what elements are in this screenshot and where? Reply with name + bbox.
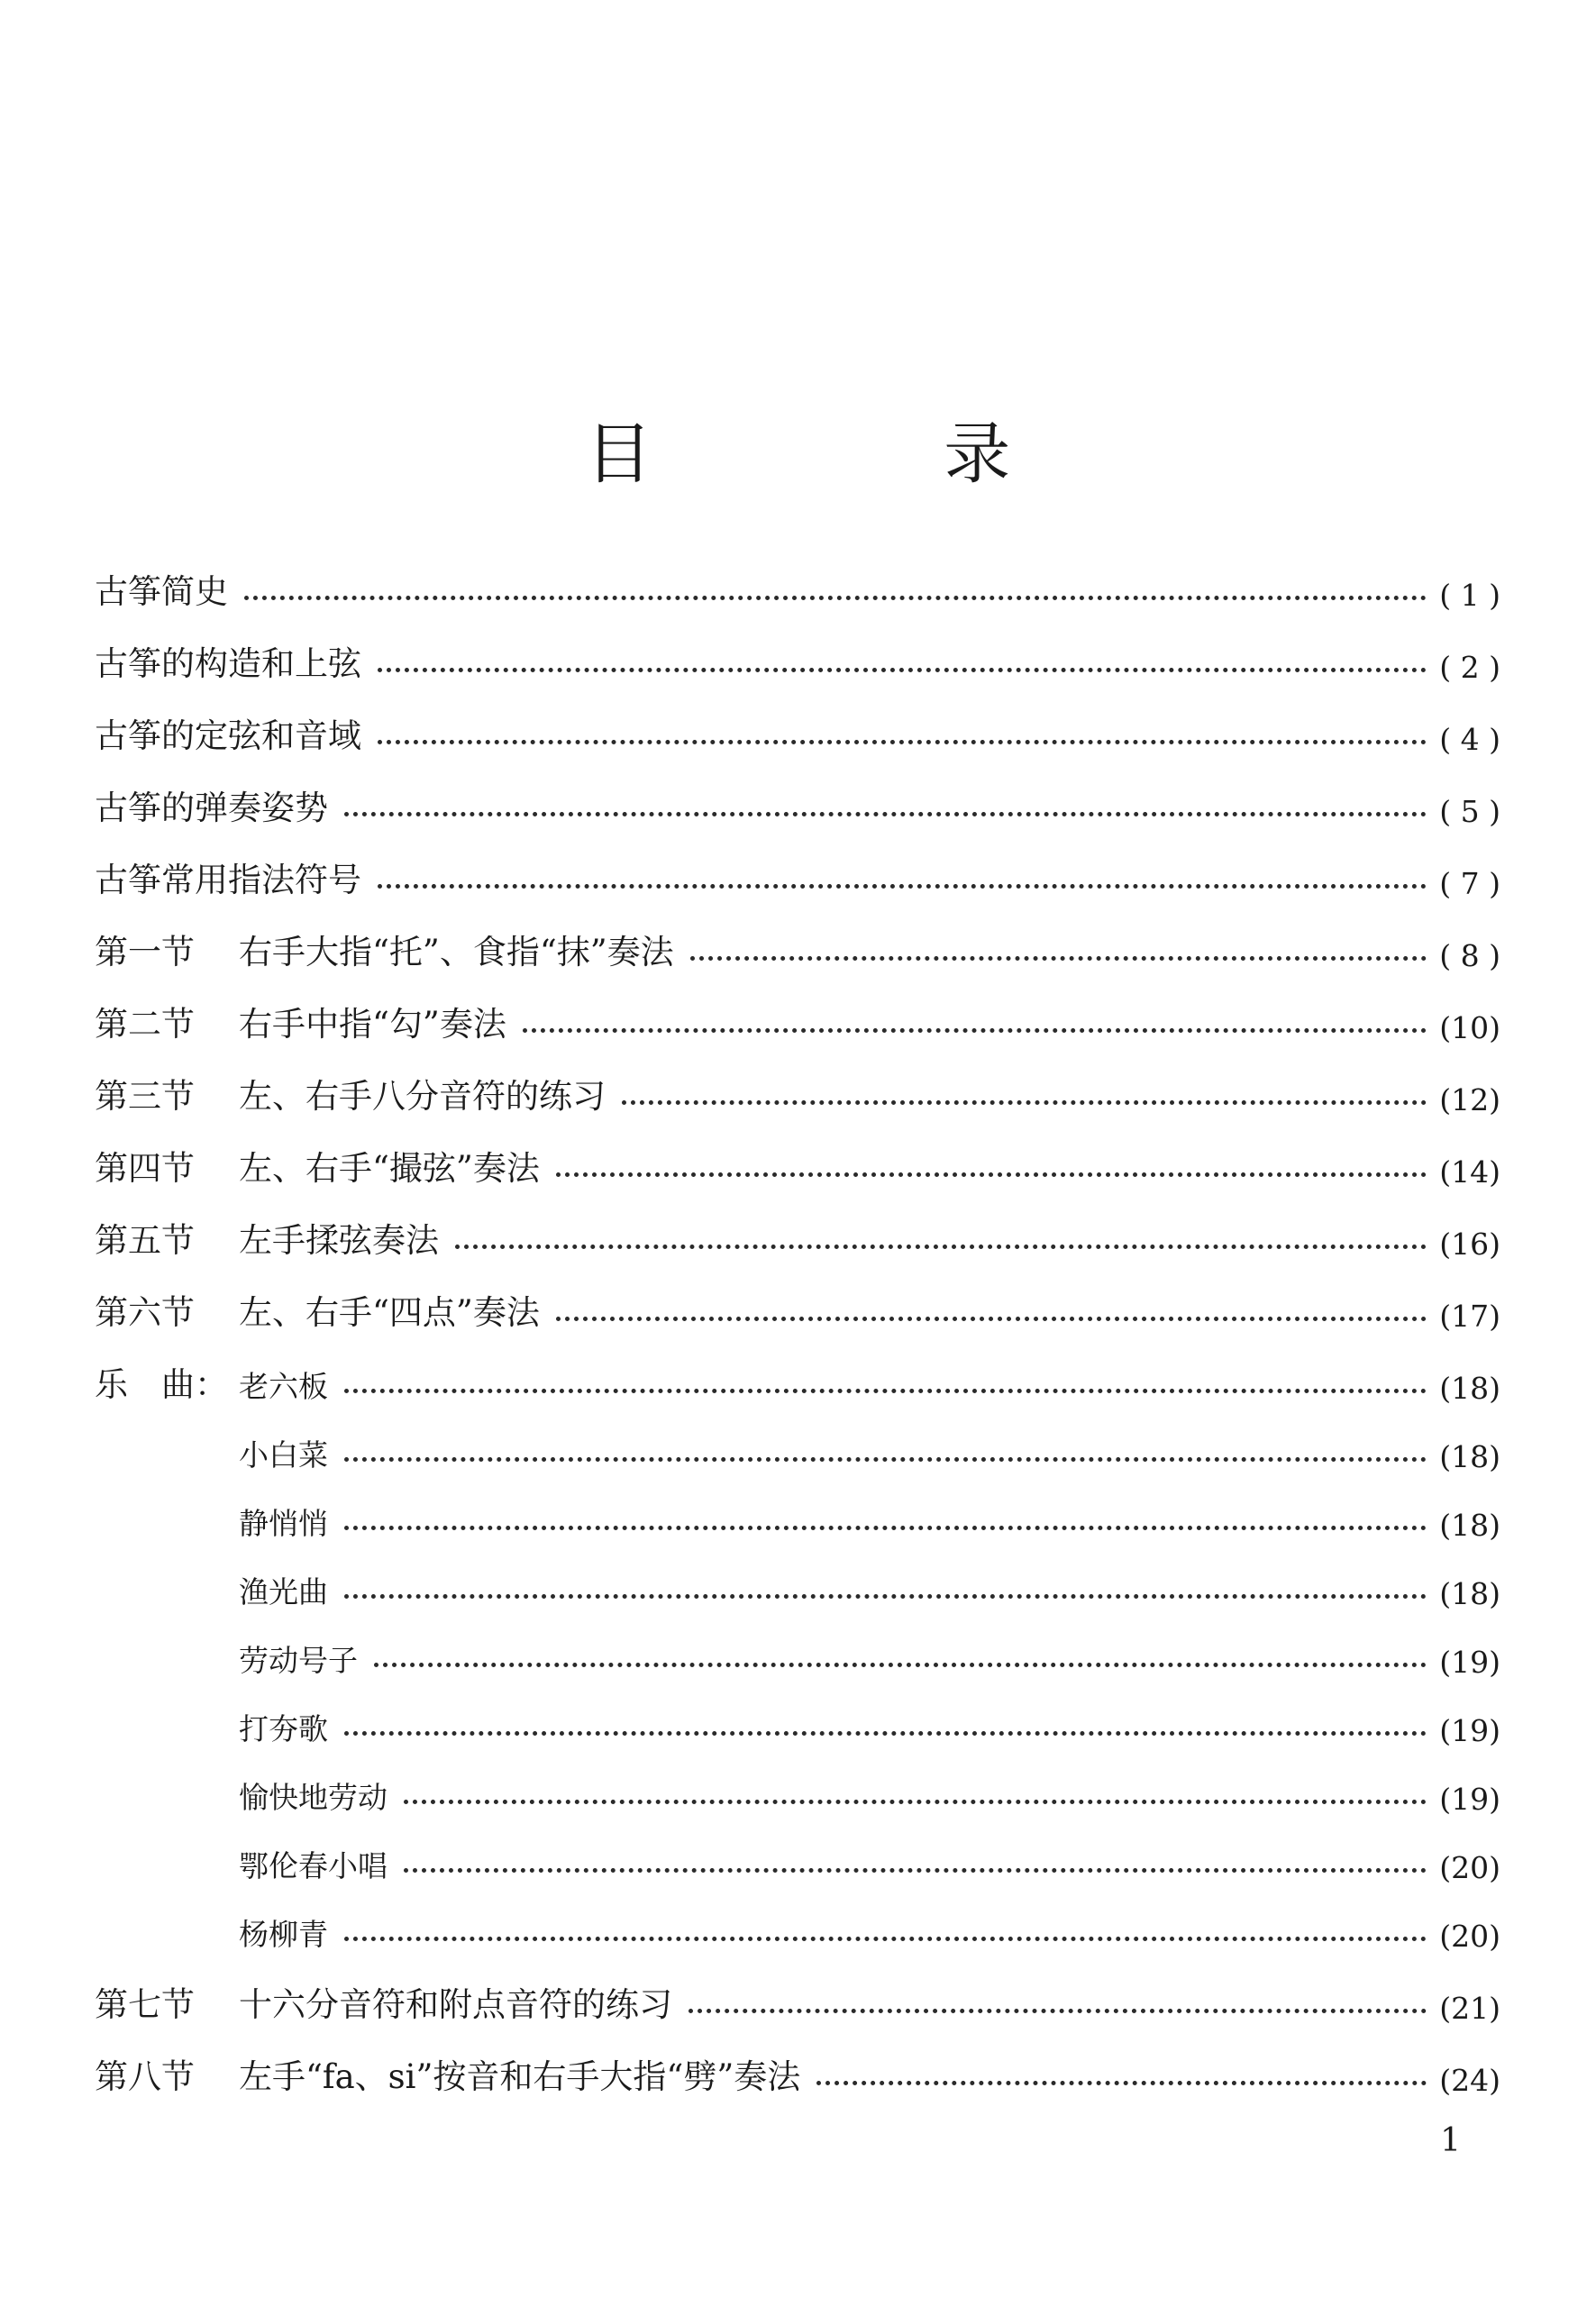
entry-title: 左手揉弦奏法 xyxy=(239,1221,439,1260)
toc-entry[interactable] xyxy=(95,2044,1500,2098)
toc-entry[interactable] xyxy=(95,775,1500,829)
dot-leader xyxy=(344,812,1427,816)
dot-leader xyxy=(344,1594,1427,1599)
section-label: 第一节 xyxy=(95,933,195,971)
section-label: 第七节 xyxy=(95,1985,195,2024)
song-title: 杨柳青 xyxy=(239,1917,328,1952)
entry-page: ( 2 ) xyxy=(1439,650,1500,685)
toc-entry[interactable] xyxy=(95,1208,1500,1262)
dot-leader xyxy=(523,1028,1427,1033)
entry-page: (24) xyxy=(1439,2063,1500,2098)
entry-page: ( 5 ) xyxy=(1439,794,1500,829)
section-label: 第五节 xyxy=(95,1221,195,1260)
song-title: 愉快地劳动 xyxy=(239,1780,388,1815)
entry-page: (20) xyxy=(1439,1919,1500,1954)
toc-song-entry[interactable] xyxy=(95,1557,1500,1611)
toc-entry[interactable] xyxy=(95,1280,1500,1334)
dot-leader xyxy=(404,1800,1427,1804)
song-title: 打夯歌 xyxy=(239,1711,328,1746)
toc-entry[interactable] xyxy=(95,703,1500,757)
toc-song-entry[interactable] xyxy=(95,1420,1500,1474)
toc-song-entry[interactable] xyxy=(95,1831,1500,1885)
dot-leader xyxy=(244,596,1427,600)
section-label: 第三节 xyxy=(95,1077,195,1116)
song-title: 鄂伦春小唱 xyxy=(239,1848,388,1883)
dot-leader xyxy=(374,1663,1427,1667)
entry-title: 古筝简史 xyxy=(95,572,228,611)
dot-leader xyxy=(344,1937,1427,1941)
toc-entry[interactable] xyxy=(95,991,1500,1045)
toc-song-entry[interactable] xyxy=(95,1352,1500,1406)
entry-page: ( 8 ) xyxy=(1439,938,1500,973)
entry-page: ( 1 ) xyxy=(1439,578,1500,613)
dot-leader xyxy=(344,1389,1427,1393)
toc-entry[interactable] xyxy=(95,559,1500,613)
entry-page: (16) xyxy=(1439,1226,1500,1262)
entry-page: (18) xyxy=(1439,1508,1500,1543)
song-title: 静悄悄 xyxy=(239,1506,328,1541)
toc-entry[interactable] xyxy=(95,847,1500,901)
dot-leader xyxy=(622,1100,1427,1105)
toc-song-entry[interactable] xyxy=(95,1900,1500,1954)
section-label: 第四节 xyxy=(95,1149,195,1188)
entry-page: ( 4 ) xyxy=(1439,722,1500,757)
entry-page: (14) xyxy=(1439,1154,1500,1190)
entry-title: 十六分音符和附点音符的练习 xyxy=(239,1985,672,2024)
dot-leader xyxy=(690,956,1427,961)
entry-title: 左、右手“四点”奏法 xyxy=(239,1293,540,1332)
dot-leader xyxy=(344,1526,1427,1530)
dot-leader xyxy=(378,668,1427,672)
entry-title: 右手大指“托”、食指“抹”奏法 xyxy=(239,933,674,971)
toc-song-entry[interactable] xyxy=(95,1694,1500,1748)
dot-leader xyxy=(556,1317,1427,1321)
entry-page: (19) xyxy=(1439,1645,1500,1680)
song-title: 渔光曲 xyxy=(239,1574,328,1609)
toc-song-entry[interactable] xyxy=(95,1626,1500,1680)
dot-leader xyxy=(816,2081,1427,2085)
dot-leader xyxy=(378,740,1427,744)
dot-leader xyxy=(404,1868,1427,1873)
section-label: 第六节 xyxy=(95,1293,195,1332)
entry-page: ( 7 ) xyxy=(1439,866,1500,901)
toc-entry[interactable] xyxy=(95,1135,1500,1190)
dot-leader xyxy=(556,1172,1427,1177)
toc-title: 目 录 xyxy=(585,415,1146,493)
entry-page: (21) xyxy=(1439,1991,1500,2026)
song-title: 老六板 xyxy=(239,1369,328,1404)
toc-entry[interactable] xyxy=(95,1972,1500,2026)
entry-title: 左、右手“撮弦”奏法 xyxy=(239,1149,540,1188)
toc-entry[interactable] xyxy=(95,631,1500,685)
entry-page: (18) xyxy=(1439,1371,1500,1406)
entry-title: 古筝的定弦和音域 xyxy=(95,716,361,755)
entry-page: (18) xyxy=(1439,1576,1500,1611)
dot-leader xyxy=(455,1245,1427,1249)
dot-leader xyxy=(689,2009,1427,2013)
dot-leader xyxy=(344,1731,1427,1736)
entry-page: (20) xyxy=(1439,1850,1500,1885)
dot-leader xyxy=(344,1457,1427,1462)
entry-title: 古筝常用指法符号 xyxy=(95,861,361,899)
entry-title: 左手“fa、si”按音和右手大指“劈”奏法 xyxy=(239,2057,801,2096)
entry-page: (10) xyxy=(1439,1010,1500,1045)
entry-page: (17) xyxy=(1439,1299,1500,1334)
toc-song-entry[interactable] xyxy=(95,1489,1500,1543)
entry-page: (12) xyxy=(1439,1082,1500,1117)
dot-leader xyxy=(378,884,1427,889)
toc-entry[interactable] xyxy=(95,919,1500,973)
page-number: 1 xyxy=(1440,2122,1461,2159)
toc-song-entry[interactable] xyxy=(95,1763,1500,1817)
entry-title: 左、右手八分音符的练习 xyxy=(239,1077,606,1116)
entry-title: 古筝的构造和上弦 xyxy=(95,644,361,683)
song-title: 劳动号子 xyxy=(239,1643,358,1678)
entry-title: 古筝的弹奏姿势 xyxy=(95,789,328,827)
section-label: 第二节 xyxy=(95,1005,195,1044)
section-label: 第八节 xyxy=(95,2057,195,2096)
entry-page: (19) xyxy=(1439,1782,1500,1817)
toc-entry[interactable] xyxy=(95,1063,1500,1117)
entry-page: (19) xyxy=(1439,1713,1500,1748)
entry-page: (18) xyxy=(1439,1439,1500,1474)
music-label: 乐 曲： xyxy=(95,1365,228,1404)
song-title: 小白菜 xyxy=(239,1437,328,1473)
entry-title: 右手中指“勾”奏法 xyxy=(239,1005,506,1044)
